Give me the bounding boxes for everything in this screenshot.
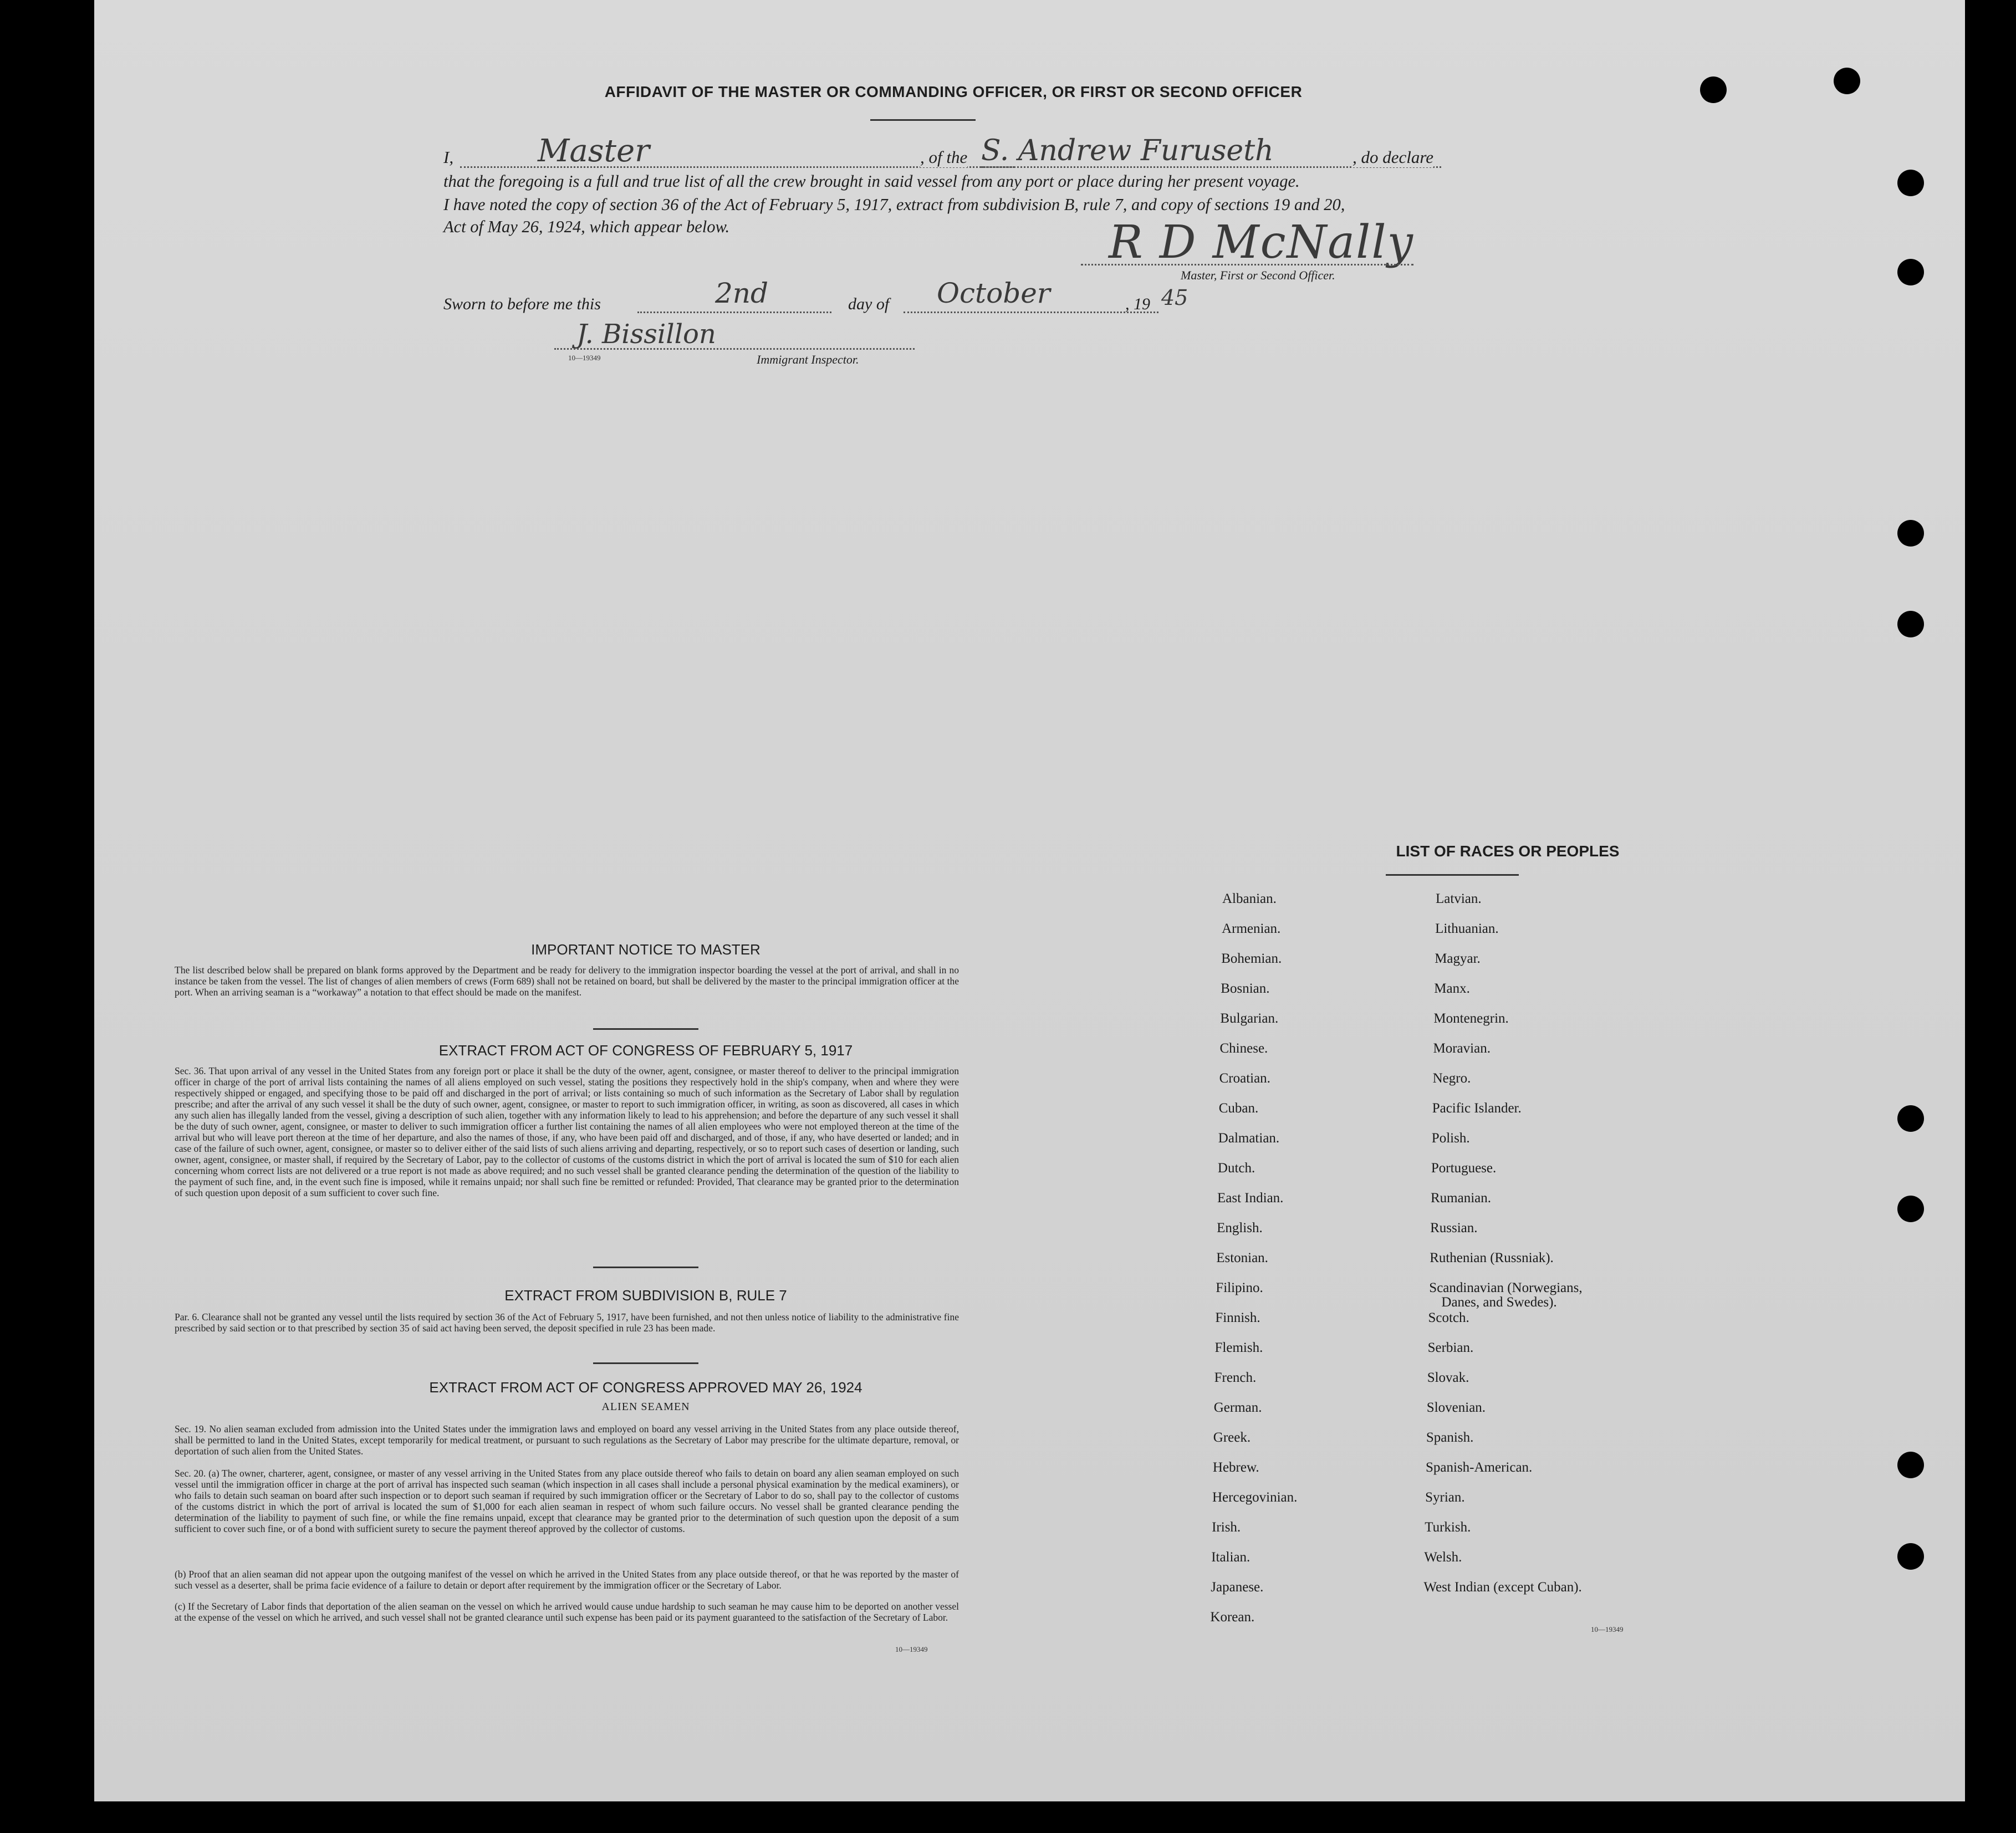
extract-1924-subtitle: ALIEN SEAMEN — [601, 1401, 690, 1413]
signature-line — [1081, 264, 1413, 265]
race-item: Albanian. — [1222, 891, 1277, 906]
vessel-handwritten: S. Andrew Furuseth — [981, 134, 1274, 167]
race-item: Lithuanian. — [1435, 921, 1499, 936]
subdivision-b-title: EXTRACT FROM SUBDIVISION B, RULE 7 — [504, 1287, 787, 1304]
day-handwritten: 2nd — [715, 277, 769, 309]
punch-hole — [1897, 1452, 1924, 1478]
master-signature: R D McNally — [1109, 216, 1414, 269]
extract-1924-sec20b: (b) Proof that an alien seaman did not appear upon the outgoing manifest of the vessel on which he arrived in the United States from any place outside thereof, or that he was reported by the master of such vessel as a deserter, shall be prima facie evidence of a failure to detain or deport after requirement by the immigration officer or the Secretary of Labor. — [175, 1569, 959, 1591]
race-item: Rumanian. — [1431, 1191, 1492, 1206]
race-item: Montenegrin. — [1433, 1011, 1509, 1026]
signer-title: Master, First or Second Officer. — [1181, 268, 1335, 282]
punch-hole — [1897, 1105, 1924, 1132]
race-item: Latvian. — [1436, 891, 1482, 906]
extract-1924-form-code: 10—19349 — [895, 1645, 928, 1653]
punch-hole — [1897, 520, 1924, 547]
year-prefix: , 19 — [1125, 295, 1150, 313]
race-item: Polish. — [1431, 1131, 1470, 1146]
races-title-divider — [1386, 874, 1519, 876]
day-of-label: day of — [848, 295, 890, 313]
race-item: Slovak. — [1427, 1370, 1469, 1385]
race-item: Portuguese. — [1431, 1161, 1497, 1176]
month-handwritten: October — [937, 277, 1050, 309]
race-item: Korean. — [1210, 1610, 1255, 1625]
subdivision-b-text: Par. 6. Clearance shall not be granted any vessel until the lists required by section 36 of the Act of February 5, 1917, have been furnished, and not then unless notice of liability to the administrative fine prescribed by said section or to that prescribed by section 35 of said act having been served, the deposit specified in rule 23 has been made. — [175, 1311, 959, 1334]
race-item: Bosnian. — [1221, 981, 1270, 996]
race-item: Negro. — [1432, 1071, 1471, 1086]
race-item: Bohemian. — [1221, 951, 1282, 966]
race-item: Italian. — [1211, 1550, 1251, 1565]
title-divider — [870, 119, 976, 121]
document-page — [94, 0, 1965, 1801]
race-item: East Indian. — [1217, 1191, 1284, 1206]
race-item: Dutch. — [1217, 1161, 1255, 1176]
rank-handwritten: Master — [538, 133, 650, 169]
race-item: Magyar. — [1435, 951, 1481, 966]
affidavit-title: AFFIDAVIT OF THE MASTER OR COMMANDING OFFICER, OR FIRST OR SECOND OFFICER — [604, 83, 1303, 100]
race-item: Estonian. — [1216, 1250, 1268, 1265]
affidavit-line-3: I have noted the copy of section 36 of the Act of February 5, 1917, extract from subdivision B, rule 7, and copy of sections 19 and 20, — [443, 195, 1345, 214]
year-handwritten: 45 — [1161, 285, 1188, 310]
race-item: Welsh. — [1424, 1550, 1462, 1565]
race-item: Japanese. — [1211, 1580, 1264, 1595]
race-item: Irish. — [1212, 1520, 1241, 1535]
race-item: Spanish. — [1426, 1430, 1474, 1445]
race-item: Cuban. — [1218, 1101, 1259, 1116]
race-item: West Indian (except Cuban). — [1423, 1580, 1582, 1595]
race-item: Chinese. — [1219, 1041, 1268, 1056]
race-item: Scotch. — [1428, 1310, 1469, 1325]
inspector-signature: J. Bissillon — [576, 319, 716, 350]
extract-1924-sec20a: Sec. 20. (a) The owner, charterer, agent, consignee, or master of any vessel arriving in the United States from any place outside thereof who fails to detain on board any alien seaman employed on such vessel until the immigration officer in charge at the port of arrival has inspected such seaman (which inspection in all cases shall include a personal physical examination by the medical examiners), or who fails to detain such seaman on board after such inspection or to deport such seaman if required by such immigration officer or the Secretary of Labor to do so, shall pay to the collector of customs of the customs district in which the port of arrival is located the sum of $1,000 for each alien seaman in respect of whom such failure occurs. No vessel shall be granted clearance pending the determination of the liability to payment of such fine, or while the fine remains unpaid, except that clearance may be granted prior to the determination of such question upon the deposit of a sum sufficient to cover such fine, or of a bond with sufficient surety to secure the payment thereof approved by the collector of customs. — [175, 1468, 959, 1534]
affidavit-do-declare: , do declare — [1352, 147, 1434, 167]
section-divider — [593, 1267, 698, 1268]
day-field-line — [637, 312, 831, 313]
race-item: Syrian. — [1425, 1490, 1465, 1505]
race-item: Russian. — [1430, 1221, 1478, 1235]
race-item: Danes, and Swedes). — [1441, 1295, 1557, 1310]
race-item: Slovenian. — [1426, 1400, 1486, 1415]
punch-hole — [1897, 259, 1924, 285]
races-title: LIST OF RACES OR PEOPLES — [1396, 843, 1620, 860]
race-item: Ruthenian (Russniak). — [1430, 1250, 1554, 1265]
race-item: Greek. — [1213, 1430, 1251, 1445]
race-item: Scandinavian (Norwegians, — [1429, 1280, 1583, 1295]
race-item: Filipino. — [1216, 1280, 1263, 1295]
race-item: Spanish-American. — [1426, 1460, 1533, 1475]
notice-title: IMPORTANT NOTICE TO MASTER — [531, 941, 761, 958]
punch-hole — [1897, 611, 1924, 637]
notice-text: The list described below shall be prepared on blank forms approved by the Department and be ready for delivery to the immigration inspector boarding the vessel at the port of arrival, and shall in no instance be taken from the vessel. The list of changes of alien members of crews (Form 689) shall not be retained on board, but shall be delivered by the master to the principal immigration officer at the port. When an arriving seaman is a “workaway” a notation to that effect should be made on the manifest. — [175, 964, 959, 998]
inspector-signature-line — [554, 348, 915, 350]
affidavit-i-label: I, — [443, 147, 454, 167]
race-item: Turkish. — [1425, 1520, 1471, 1535]
race-item: French. — [1214, 1370, 1257, 1385]
race-item: Moravian. — [1433, 1041, 1491, 1056]
affidavit-of-the-label: , of the — [920, 147, 968, 167]
races-form-code: 10—19349 — [1591, 1625, 1624, 1633]
race-item: Armenian. — [1222, 921, 1281, 936]
section-divider — [593, 1362, 698, 1364]
race-item: Pacific Islander. — [1432, 1101, 1522, 1116]
race-item: Hercegovinian. — [1212, 1490, 1298, 1505]
race-item: Flemish. — [1214, 1340, 1263, 1355]
punch-hole — [1897, 1196, 1924, 1222]
sworn-label: Sworn to before me this — [443, 295, 601, 313]
extract-1924-sec19: Sec. 19. No alien seaman excluded from admission into the United States under the immigration laws and employed on board any vessel arriving in the United States from any place outside thereof, shall be permitted to land in the United States, except temporarily for medical treatment, or pursuant to such regulations as the Secretary of Labor may prescribe for the ultimate departure, removal, or deportation of such alien from the United States. — [175, 1423, 959, 1457]
race-item: German. — [1213, 1400, 1262, 1415]
punch-hole — [1700, 76, 1727, 103]
race-item: Finnish. — [1215, 1310, 1260, 1325]
race-item: Bulgarian. — [1220, 1011, 1279, 1026]
extract-1924-title: EXTRACT FROM ACT OF CONGRESS APPROVED MAY 26, 1924 — [429, 1379, 862, 1396]
inspector-title: Immigrant Inspector. — [757, 353, 859, 366]
race-item: Hebrew. — [1212, 1460, 1259, 1475]
extract-1924-sec20c: (c) If the Secretary of Labor finds that deportation of the alien seaman on the vessel on which he arrived would cause undue hardship to such seaman he may cause him to be deported on another vessel at the expense of the vessel on which he arrived, and such vessel shall not be granted clearance until such expense has been paid or its payment guaranteed to the satisfaction of the Secretary of Labor. — [175, 1601, 959, 1623]
month-field-line — [904, 312, 1158, 313]
race-item: Serbian. — [1427, 1340, 1474, 1355]
punch-hole — [1897, 170, 1924, 196]
punch-hole — [1834, 68, 1860, 94]
extract-1917-title: EXTRACT FROM ACT OF CONGRESS OF FEBRUARY 5, 1917 — [438, 1042, 853, 1059]
section-divider — [593, 1028, 698, 1030]
race-item: Croatian. — [1219, 1071, 1270, 1086]
affidavit-line-4: Act of May 26, 1924, which appear below. — [443, 217, 730, 236]
race-item: Dalmatian. — [1218, 1131, 1280, 1146]
affidavit-form-code: 10—19349 — [568, 354, 601, 362]
affidavit-line-2: that the foregoing is a full and true list of all the crew brought in said vessel from any port or place during her present voyage. — [443, 172, 1300, 191]
race-item: Manx. — [1434, 981, 1470, 996]
extract-1917-text: Sec. 36. That upon arrival of any vessel in the United States from any foreign port or place it shall be the duty of the owner, agent, consignee, or master thereof to deliver to the principal immigration officer in charge of the port of arrival lists containing the names of all aliens employed on such vessel, stating the positions they respectively hold in the ship's company, when and where they were respectively shipped or engaged, and specifying those to be paid off and discharged in the port of arrival; or lists containing so much of such information as the Secretary of Labor shall by regulation prescribe; and after the arrival of any such vessel it shall be the duty of such owner, agent, consignee, or master to report to such immigration officer, in writing, as soon as discovered, all cases in which any such alien has illegally landed from the vessel, giving a description of such alien, together with any information likely to lead to his apprehension; and before the departure of any such vessel it shall be the duty of such owner, agent, consignee, or master to deliver to such immigration officer a further list containing the names of all alien employees who were not employed thereon at the time of the arrival but who will leave port thereon at the time of her departure, and also the names of those, if any, who have been paid off and discharged, and of those, if any, who have deserted or landed; and in case of the failure of such owner, agent, consignee, or master so to deliver either of the said lists of such aliens arriving and departing, respectively, or so to report such cases of desertion or landing, such owner, agent, consignee, or master shall, if required by the Secretary of Labor, pay to the collector of customs of the customs district in which the port of arrival is located the sum of $10 for each alien concerning whom correct lists are not delivered or a true report is not made as above required; and no such vessel shall be granted clearance pending the determination of the question of the liability to the payment of such fine, and, in the event such fine is imposed, while it remains unpaid; nor shall such fine be remitted or refunded: Provided, That clearance may be granted prior to the determination of such question upon deposit of a sum sufficient to cover such fine. — [175, 1065, 959, 1198]
punch-hole — [1897, 1543, 1924, 1570]
race-item: English. — [1217, 1221, 1263, 1235]
